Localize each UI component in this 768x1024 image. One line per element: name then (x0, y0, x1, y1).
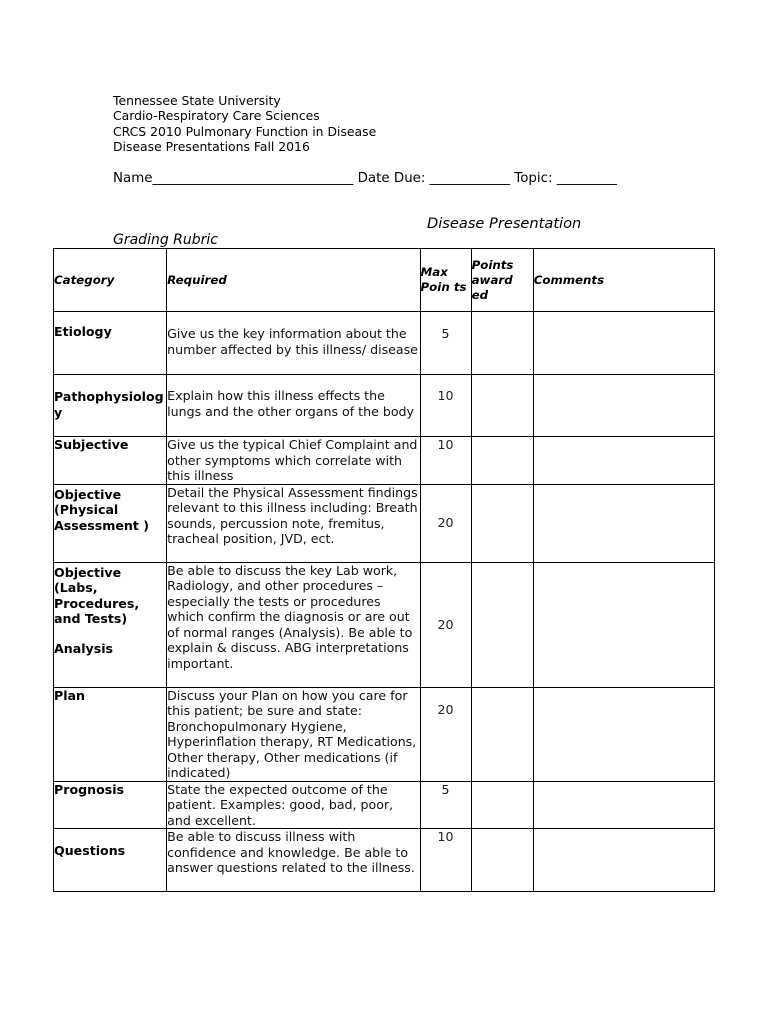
table-row (54, 312, 715, 375)
category-cell: Subjective (54, 437, 167, 485)
points-awarded-cell[interactable] (471, 829, 533, 892)
table-row (54, 781, 715, 829)
category-cell: Questions (54, 829, 167, 892)
points-awarded-header: Points award ed (471, 249, 533, 312)
table-row (54, 484, 715, 562)
max-points-cell: 10 (420, 437, 471, 485)
document-header (113, 93, 376, 154)
required-cell: Explain how this illness effects the lungs and the other organs of the body (167, 375, 420, 437)
required-cell: Discuss your Plan on how you care for this patient; be sure and state: Bronchopulmonary Hygiene, Hyperinflation therapy, RT Medications, Other therapy, Other medications (if indicated) (167, 687, 420, 781)
category-cell: Etiology (54, 312, 167, 375)
table-row (54, 562, 715, 687)
points-awarded-cell[interactable] (471, 687, 533, 781)
comments-cell[interactable] (533, 687, 714, 781)
comments-cell[interactable] (533, 437, 714, 485)
max-points-cell: 20 (420, 687, 471, 781)
max-points-cell: 20 (420, 484, 471, 562)
comments-cell[interactable] (533, 781, 714, 829)
category-cell: Objective (Physical Assessment ) (54, 484, 167, 562)
grading-rubric-table (53, 248, 715, 892)
table-row (54, 437, 715, 485)
table-row (54, 687, 715, 781)
points-awarded-cell[interactable] (471, 375, 533, 437)
max-points-cell: 10 (420, 375, 471, 437)
comments-cell[interactable] (533, 829, 714, 892)
category-label: Objective (Labs, Procedures, and Tests) (54, 564, 140, 626)
university-name: Tennessee State University (113, 93, 281, 108)
table-row (54, 829, 715, 892)
analysis-label: Analysis (54, 640, 114, 656)
term-name: Disease Presentations Fall 2016 (113, 138, 310, 154)
max-points-cell: 10 (420, 829, 471, 892)
required-cell: Be able to discuss illness with confidence and knowledge. Be able to answer questions related to the illness. (167, 829, 420, 892)
category-cell: Pathophysiology (54, 375, 167, 437)
comments-header: Comments (533, 249, 714, 312)
required-cell: State the expected outcome of the patient. Examples: good, bad, poor, and excellent. (167, 781, 420, 829)
max-points-header: Max Poin ts (420, 249, 471, 312)
max-points-cell: 5 (420, 312, 471, 375)
required-cell: Be able to discuss the key Lab work, Radiology, and other procedures –especially the tests or procedures which confirm the diagnosis or are out of normal ranges (Analysis). Be able to explain & discuss. ABG interpretations important. (167, 562, 420, 687)
table-header-row (54, 249, 715, 312)
required-cell: Give us the key information about the number affected by this illness/ disease (167, 312, 420, 375)
comments-cell[interactable] (533, 312, 714, 375)
required-header: Required (167, 249, 420, 312)
name-date-topic-line: Name______________________________ Date Due: ____________ Topic: _________ (113, 171, 617, 186)
category-cell: Plan (54, 687, 167, 781)
points-awarded-cell[interactable] (471, 484, 533, 562)
presentation-title: Disease Presentation (427, 215, 582, 232)
rubric-title: Grading Rubric (113, 232, 218, 248)
points-awarded-cell[interactable] (471, 781, 533, 829)
max-points-cell: 20 (420, 562, 471, 687)
comments-cell[interactable] (533, 375, 714, 437)
category-cell (54, 562, 167, 687)
required-cell: Give us the typical Chief Complaint and other symptoms which correlate with this illness (167, 437, 420, 485)
table-row (54, 375, 715, 437)
required-cell: Detail the Physical Assessment findings relevant to this illness including: Breath sounds, percussion note, fremitus, tracheal position, JVD, ect. (167, 484, 420, 562)
points-awarded-cell[interactable] (471, 312, 533, 375)
category-cell: Prognosis (54, 781, 167, 829)
comments-cell[interactable] (533, 484, 714, 562)
category-header: Category (54, 249, 167, 312)
points-awarded-cell[interactable] (471, 562, 533, 687)
department-name: Cardio-Respiratory Care Sciences (113, 108, 320, 124)
max-points-cell: 5 (420, 781, 471, 829)
comments-cell[interactable] (533, 562, 714, 687)
course-name: CRCS 2010 Pulmonary Function in Disease (113, 123, 377, 139)
points-awarded-cell[interactable] (471, 437, 533, 485)
